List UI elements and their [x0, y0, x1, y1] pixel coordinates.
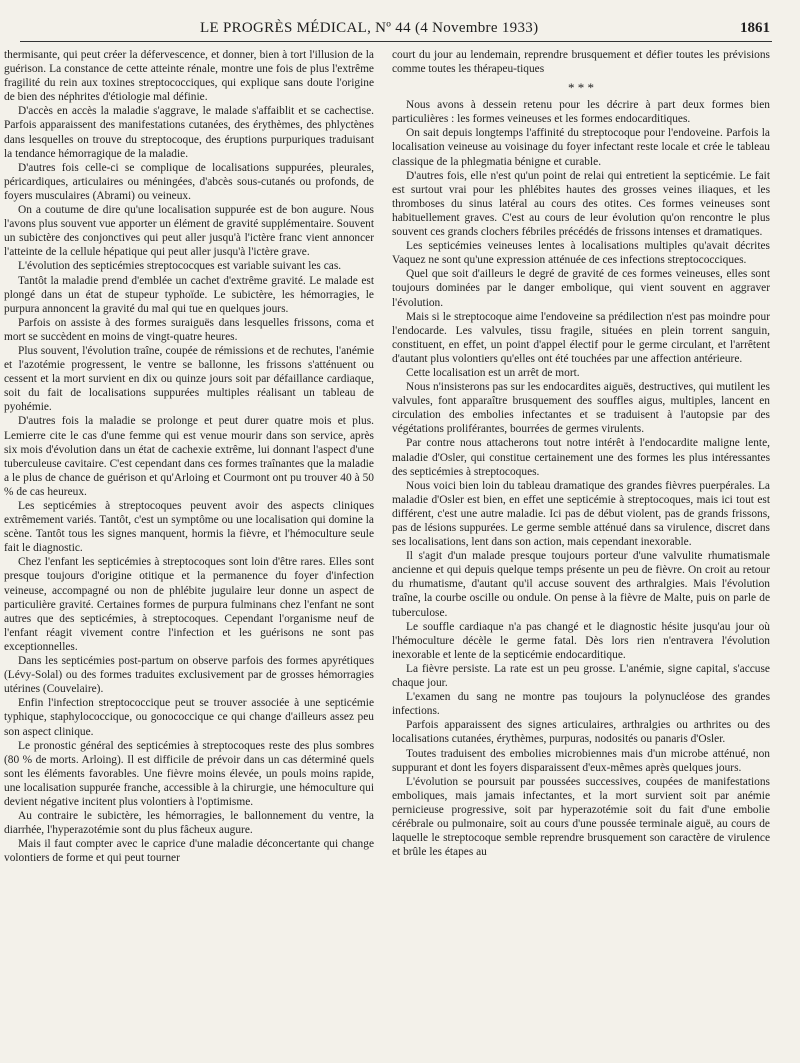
paragraph: Par contre nous attacherons tout notre intérêt à l'endocardite maligne lente, maladie d'Osler, qui constitue certainement une des formes les plus intéressantes des septicémies à streptocoques. — [392, 437, 770, 478]
paragraph: L'évolution des septicémies streptococques est variable suivant les cas. — [18, 260, 342, 273]
paragraph: Parfois apparaissent des signes articulaires, arthralgies ou arthrites ou des localisations cutanées, érythèmes, purpuras, nodosités ou panaris d'Osler. — [392, 719, 770, 746]
paragraph: Quel que soit d'ailleurs le degré de gravité de ces formes veineuses, elles sont toujours dominées par le danger embolique, qui vient souvent en aggraver l'évolution. — [392, 268, 770, 309]
header-rule — [20, 41, 772, 42]
paragraph: Le souffle cardiaque n'a pas changé et le diagnostic hésite jusqu'au jour où l'hémoculture décèle le germe fatal. Dès lors rien n'entravera l'évolution inexorable et lente de la septicémie endocarditique. — [392, 620, 770, 661]
paragraph: Mais si le streptocoque aime l'endoveine sa prédilection n'est pas moindre pour l'endocarde. Les valvules, tissu fragile, situées en plein torrent sanguin, constituent, en effet, un point d'appel électif pour le germe circulant, et l'arrêtent d'autant plus volontiers qu'elles ont été touchées par une affection antérieure. — [392, 310, 770, 365]
paragraph: Les septicémies veineuses lentes à localisations multiples qu'avait décrites Vaquez ne sont qu'une expression atténuée de ces infections streptococciques. — [392, 240, 770, 267]
paragraph: Parfois on assiste à des formes suraiguës dans lesquelles frissons, coma et mort se succèdent en moins de vingt-quatre heures. — [4, 316, 374, 343]
paragraph: Il s'agit d'un malade presque toujours porteur d'une valvulite rhumatismale ancienne et qui depuis quelque temps présente un peu de fièvre. On croit au retour du rhumatisme, d'autant qu'il accuse souvent des arthralgies. Mais l'évolution traîne, la courbe oscille ou ondule. On pense à la fièvre de Malte, puis on parle de tuberculose. — [392, 550, 770, 619]
paragraph: D'accès en accès la maladie s'aggrave, le malade s'affaiblit et se cachectise. Parfois apparaissent des manifestations cutanées, des érythèmes, des phlyctènes dans lesquelles on trouve du streptocoque, des éruptions purpuriques traduisant la tendance hémorragique de la maladie. — [4, 105, 374, 160]
left-column — [4, 48, 374, 1053]
page-number: 1861 — [740, 20, 770, 36]
paragraph: Cette localisation est un arrêt de mort. — [406, 366, 580, 379]
paragraph: L'examen du sang ne montre pas toujours la polynucléose des grandes infections. — [392, 691, 770, 718]
paragraph: Toutes traduisent des embolies microbiennes mais d'un microbe atténué, non suppurant et dont les foyers disparaissent d'eux-mêmes après quelques jours. — [392, 747, 770, 774]
paragraph: Nous avons à dessein retenu pour les décrire à part deux formes bien particulières : les formes veineuses et les formes endocarditiques. — [392, 99, 770, 126]
paragraph: Nous voici bien loin du tableau dramatique des grandes fièvres puerpérales. La maladie d'Osler est bien, en effet une septicémie à streptocoques, mais ici tout est différent, c'est une autre maladie. Ici pas de début violent, pas de grands frissons, pas de lésions suppurées. Le germe semble atténué dans sa virulence, discret dans ses localisations, lent dans son action, mais cependant inexorable. — [392, 479, 770, 549]
section-separator: * * * — [568, 80, 594, 96]
paragraph: L'évolution se poursuit par poussées successives, coupées de manifestations emboliques, mais jamais infectantes, et la mort survient soit par anémie pernicieuse progressive, soit par hyperazotémie soit du fait d'une embolie cérébrale ou pulmonaire, soit au cours d'une poussée terminale aiguë, au cours de laquelle le streptocoque semble reprendre brusquement son caractère de virulence et brûle les étapes au — [392, 775, 770, 859]
paragraph: On a coutume de dire qu'une localisation suppurée est de bon augure. Nous l'avons plus souvent vue apporter un élément de gravité supplémentaire. Souvent un subictère des conjonctives qui peut aller jusqu'à l'ictère franc vient annoncer l'atteinte de la cellule hépatique qui peut aller jusqu'à l'ictère grave. — [4, 204, 374, 259]
paragraph: Tantôt la maladie prend d'emblée un cachet d'extrême gravité. Le malade est plongé dans un état de stupeur typhoïde. Le subictère, les hémorragies, le purpura annoncent la gravité du mal qui tue en quelques jours. — [4, 274, 374, 315]
paragraph: Les septicémies à streptocoques peuvent avoir des aspects cliniques extrêmement variés. Tantôt, c'est un symptôme ou une localisation qui domine la scène. Tantôt tous les signes manquent, hormis la fièvre, et l'hémoculture seule fait le diagnostic. — [4, 500, 374, 555]
right-column — [392, 48, 770, 1053]
paragraph: D'autres fois la maladie se prolonge et peut durer quatre mois et plus. Lemierre cite le cas d'une femme qui est venue mourir dans son service, après six mois d'évolution dans un état de cachexie extrême, lui donnant l'aspect d'une tuberculeuse cavitaire. C'est cependant dans ces formes traînantes que la maladie a le plus de chance de guérison et qu'Arloing et Courmont ont pu trouver 40 à 50 % de cas heureux. — [4, 415, 374, 498]
paragraph: thermisante, qui peut créer la défervescence, et donner, bien à tort l'illusion de la guérison. La constance de cette atteinte rénale, montre une fois de plus l'extrême fragilité du rein aux toxines streptococciques, qui explique sans doute l'origine de bien des néphrites d'étiologie mal définie. — [4, 49, 374, 104]
paragraph: Nous n'insisterons pas sur les endocardites aiguës, destructives, qui mutilent les valvules, font apparaître brusquement des souffles aigus, multiples, lancent en circulation des embolies infectantes et se traduisent à l'autopsie par des végétations proliférantes, bourrées de germes virulents. — [392, 381, 770, 436]
paragraph: On sait depuis longtemps l'affinité du streptocoque pour l'endoveine. Parfois la localisation veineuse au voisinage du foyer infectant reste locale et crée le tableau classique de la phlegmatia bénigne et curable. — [392, 127, 770, 168]
paragraph: Dans les septicémies post-partum on observe parfois des formes apyrétiques (Lévy-Solal) ou des formes traduites exclusivement par de grosses hémorragies utérines (Couvelaire). — [4, 655, 374, 696]
paragraph: Enfin l'infection streptococcique peut se trouver associée à une septicémie typhique, staphylococcique, ou gonococcique ce qui change d'ailleurs assez peu son aspect clinique. — [4, 697, 374, 738]
paragraph: Le pronostic général des septicémies à streptocoques reste des plus sombres (80 % de morts. Arloing). Il est difficile de prévoir dans un cas déterminé quels sont les éléments favorables. Une fièvre moins élevée, un pouls moins rapide, une localisation suppurée franche, accessible à la chirurgie, une hémoculture qui devient négative incitent plus volontiers à l'optimisme. — [4, 739, 374, 808]
paragraph: Plus souvent, l'évolution traîne, coupée de rémissions et de rechutes, l'anémie et l'azotémie progressent, le ventre se ballonne, les frissons s'atténuent ou cessent et la mort survient en dix ou quinze jours soit par défaillance cardiaque, soit du fait de localisations suppurées multiples réalisant un tableau de pyohémie. — [4, 344, 374, 414]
paragraph: Chez l'enfant les septicémies à streptocoques sont loin d'être rares. Elles sont presque toujours d'origine otitique et la permanence du foyer d'infection veineuse, accompagné ou non de phlébite jugulaire leur donne un aspect de particulière gravité. Certaines formes de purpura fulminans chez l'enfant ne sont autres que des septicémies, à streptocoques. Cependant l'organisme neuf de l'enfant réagit vivement contre l'infection et les guérisons ne sont pas exceptionnelles. — [4, 556, 374, 653]
paragraph-continued: court du jour au lendemain, reprendre brusquement et défier toutes les prévisions comme toutes les thérapeu-tiques — [392, 49, 770, 76]
paragraph: La fièvre persiste. La rate est un peu grosse. L'anémie, signe capital, s'accuse chaque jour. — [392, 662, 770, 690]
paragraph: Au contraire le subictère, les hémorragies, le ballonnement du ventre, la diarrhée, l'hyperazotémie sont du plus fâcheux augure. — [4, 810, 374, 837]
page-header — [0, 18, 800, 42]
paragraph: D'autres fois celle-ci se complique de localisations suppurées, pleurales, péricardiques, articulaires ou méningées, d'abcès sous-cutanés ou profonds, de foyers musculaires (Abrami) ou veineux. — [4, 161, 374, 202]
paragraph: D'autres fois, elle n'est qu'un point de relai qui entretient la septicémie. Le fait est surtout vrai pour les phlébites hautes des grosses veines iliaques, et les thromboses du sinus latéral au cours des otites. Ces formes veineuses sont habituellement graves. C'est au cours de leur évolution qu'on rencontre le plus souvent ces grands clochers fébriles précédés de frissons intenses et dramatiques. — [392, 169, 770, 239]
running-title: LE PROGRÈS MÉDICAL, Nº 44 (4 Novembre 1933) — [200, 20, 539, 36]
paragraph: Mais il faut compter avec le caprice d'une maladie déconcertante qui change volontiers de forme et qui peut tourner — [4, 838, 374, 865]
